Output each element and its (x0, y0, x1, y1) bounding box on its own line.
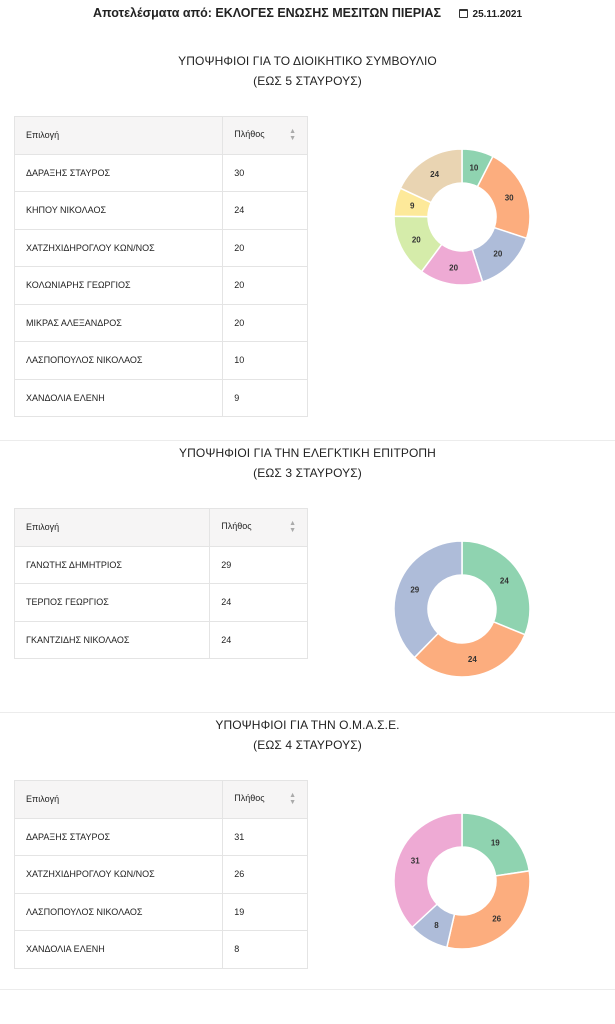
date-text: 25.11.2021 (472, 9, 523, 20)
count-cell: 26 (223, 856, 308, 894)
slice-label: 30 (504, 193, 514, 203)
section-divider (0, 440, 615, 441)
sort-icon[interactable]: ▲ ▼ (289, 127, 296, 142)
count-cell: 31 (223, 818, 308, 856)
section-subtitle: (ΕΩΣ 3 ΣΤΑΥΡΟΥΣ) (253, 466, 362, 480)
section-subtitle: (ΕΩΣ 4 ΣΤΑΥΡΟΥΣ) (253, 738, 362, 752)
option-cell: ΚΟΛΩΝΙΑΡΗΣ ΓΕΩΡΓΙΟΣ (15, 267, 223, 305)
pie-slice[interactable] (462, 541, 530, 635)
count-cell: 20 (223, 267, 308, 305)
section-omase (0, 715, 615, 755)
count-cell: 29 (210, 546, 308, 584)
slice-label: 9 (410, 201, 415, 211)
table-row (15, 856, 308, 894)
table-row (15, 192, 308, 230)
count-cell: 24 (210, 621, 308, 659)
slice-label: 8 (434, 921, 439, 931)
table-row (15, 584, 308, 622)
section-divider (0, 989, 615, 990)
table-row (15, 818, 308, 856)
table-header-row (15, 781, 308, 819)
table-row (15, 621, 308, 659)
results-table-board (14, 116, 308, 417)
slice-label: 20 (493, 249, 503, 259)
table-row (15, 546, 308, 584)
table-row (15, 342, 308, 380)
section-audit (0, 443, 615, 483)
table-row (15, 267, 308, 305)
option-cell: ΔΑΡΑΞΗΣ ΣΤΑΥΡΟΣ (15, 818, 223, 856)
table-row (15, 154, 308, 192)
pie-slice[interactable] (394, 813, 462, 927)
section-title: ΥΠΟΨΗΦΙΟΙ ΓΙΑ ΤΟ ΔΙΟΙΚΗΤΙΚΟ ΣΥΜΒΟΥΛΙΟ (178, 54, 437, 68)
option-cell: ΧΑΤΖΗΧΙΔΗΡΟΓΛΟΥ ΚΩΝ/ΝΟΣ (15, 856, 223, 894)
option-cell: ΛΑΣΠΟΠΟΥΛΟΣ ΝΙΚΟΛΑΟΣ (15, 342, 223, 380)
option-cell: ΧΑΤΖΗΧΙΔΗΡΟΓΛΟΥ ΚΩΝ/ΝΟΣ (15, 229, 223, 267)
table-header-row (15, 509, 308, 547)
donut-chart-board (385, 140, 539, 294)
table-header-row (15, 117, 308, 155)
option-cell: ΧΑΝΔΟΛΙΑ ΕΛΕΝΗ (15, 931, 223, 969)
count-cell: 19 (223, 893, 308, 931)
slice-label: 24 (430, 169, 440, 179)
column-count-header[interactable] (223, 117, 308, 155)
count-cell: 10 (223, 342, 308, 380)
section-divider (0, 712, 615, 713)
count-header-label: Πλήθος (234, 792, 265, 803)
table-row (15, 379, 308, 417)
sort-icon[interactable]: ▲ ▼ (289, 791, 296, 806)
table-row (15, 893, 308, 931)
slice-label: 20 (411, 235, 421, 245)
option-cell: ΓΑΝΩΤΗΣ ΔΗΜΗΤΡΙΟΣ (15, 546, 210, 584)
count-cell: 8 (223, 931, 308, 969)
slice-label: 10 (469, 163, 479, 173)
option-cell: ΛΑΣΠΟΠΟΥΛΟΣ ΝΙΚΟΛΑΟΣ (15, 893, 223, 931)
section-title: ΥΠΟΨΗΦΙΟΙ ΓΙΑ ΤΗΝ Ο.Μ.Α.Σ.Ε. (215, 718, 400, 732)
slice-label: 20 (449, 263, 459, 273)
section-subtitle: (ΕΩΣ 5 ΣΤΑΥΡΟΥΣ) (253, 74, 362, 88)
option-cell: ΓΚΑΝΤΖΙΔΗΣ ΝΙΚΟΛΑΟΣ (15, 621, 210, 659)
election-date (459, 9, 523, 20)
results-table-audit (14, 508, 308, 659)
calendar-icon (459, 9, 468, 18)
table-row (15, 304, 308, 342)
count-header-label: Πλήθος (234, 128, 265, 139)
column-count-header[interactable] (210, 509, 308, 547)
slice-label: 19 (490, 838, 500, 848)
option-cell: ΜΙΚΡΑΣ ΑΛΕΞΑΝΔΡΟΣ (15, 304, 223, 342)
results-header (0, 0, 615, 26)
table-row (15, 229, 308, 267)
option-cell: ΤΕΡΠΟΣ ΓΕΩΡΓΙΟΣ (15, 584, 210, 622)
count-cell: 20 (223, 229, 308, 267)
table-row (15, 931, 308, 969)
count-cell: 24 (223, 192, 308, 230)
column-option-header: Επιλογή (15, 781, 223, 819)
slice-label: 31 (410, 856, 420, 866)
sort-icon[interactable]: ▲ ▼ (289, 519, 296, 534)
pie-slice[interactable] (394, 541, 462, 658)
slice-label: 24 (467, 654, 477, 664)
count-header-label: Πλήθος (221, 520, 252, 531)
page-title: Αποτελέσματα από: ΕΚΛΟΓΕΣ ΕΝΩΣΗΣ ΜΕΣΙΤΩΝ ΠΙΕΡΙΑΣ (92, 6, 442, 20)
section-board (0, 51, 615, 91)
option-cell: ΧΑΝΔΟΛΙΑ ΕΛΕΝΗ (15, 379, 223, 417)
count-cell: 9 (223, 379, 308, 417)
slice-label: 24 (499, 576, 509, 586)
column-count-header[interactable] (223, 781, 308, 819)
count-cell: 30 (223, 154, 308, 192)
donut-chart-audit (385, 532, 539, 686)
slice-label: 26 (492, 914, 502, 924)
count-cell: 20 (223, 304, 308, 342)
column-option-header: Επιλογή (15, 509, 210, 547)
option-cell: ΚΗΠΟΥ ΝΙΚΟΛΑΟΣ (15, 192, 223, 230)
donut-chart-omase (385, 804, 539, 958)
option-cell: ΔΑΡΑΞΗΣ ΣΤΑΥΡΟΣ (15, 154, 223, 192)
section-title: ΥΠΟΨΗΦΙΟΙ ΓΙΑ ΤΗΝ ΕΛΕΓΚΤΙΚΗ ΕΠΙΤΡΟΠΗ (179, 446, 436, 460)
slice-label: 29 (410, 585, 420, 595)
column-option-header: Επιλογή (15, 117, 223, 155)
count-cell: 24 (210, 584, 308, 622)
results-table-omase (14, 780, 308, 969)
pie-slice[interactable] (447, 871, 530, 949)
